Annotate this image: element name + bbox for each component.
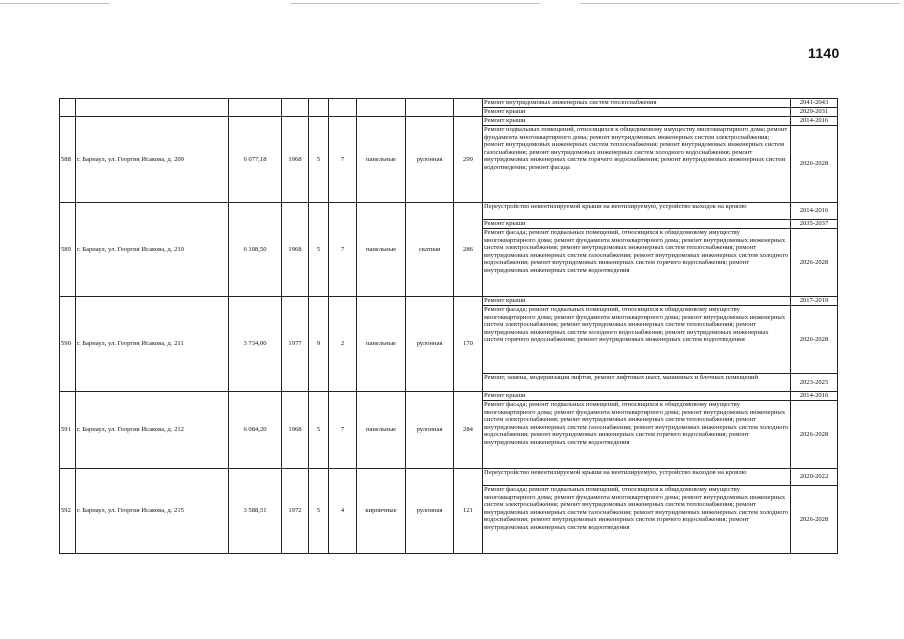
building-area: 6 108,50 — [229, 203, 282, 297]
work-period: 2026-2028 — [791, 126, 838, 203]
wall-material: панельные — [357, 392, 406, 469]
building-row — [60, 297, 838, 306]
building-repair-table — [59, 98, 838, 554]
scan-artifact — [290, 3, 540, 4]
work-description: Ремонт крыши — [483, 220, 791, 229]
building-year: 1977 — [282, 297, 309, 392]
apartment-count: 286 — [454, 203, 483, 297]
continuation-row — [60, 99, 838, 108]
work-period: 2014-2016 — [791, 392, 838, 401]
building-address: г. Барнаул, ул. Георгия Исакова, д. 210 — [76, 203, 229, 297]
cell-empty — [229, 99, 282, 117]
cell-empty — [357, 99, 406, 117]
building-area: 3 588,51 — [229, 469, 282, 554]
work-period: 2026-2028 — [791, 229, 838, 297]
apartment-count: 299 — [454, 117, 483, 203]
building-entrances: 7 — [329, 392, 357, 469]
apartment-count: 284 — [454, 392, 483, 469]
building-address: г. Барнаул, ул. Георгия Исакова, д. 209 — [76, 117, 229, 203]
work-description: Ремонт внутридомовых инженерных систем теплоснабжения — [483, 99, 791, 108]
building-area: 6 077,18 — [229, 117, 282, 203]
work-description: Ремонт фасада; ремонт подвальных помещений, относящихся к общедомовому имуществу многоквартирного дома; ремонт фундамента многоквартирного дома; ремонт внутридомовых инженерных систем электроснабжения; ремонт внутридомовых инженерных систем теплоснабжения; ремонт внутридомовых инженерных систем газоснабжения; ремонт внутридомовых инженерных систем холодного водоснабжения; ремонт внутридомовых инженерных систем горячего водоснабжения; ремонт внутридомовых инженерных систем водоотведения — [483, 486, 791, 554]
work-period: 2014-2016 — [791, 117, 838, 126]
building-number: 588 — [60, 117, 76, 203]
building-number: 592 — [60, 469, 76, 554]
cell-empty — [406, 99, 454, 117]
roof-type: рулонная — [406, 469, 454, 554]
apartment-count: 170 — [454, 297, 483, 392]
building-row — [60, 117, 838, 126]
building-floors: 5 — [309, 203, 329, 297]
work-description: Ремонт, замена, модернизация лифтов, ремонт лифтовых шахт, машинных и блочных помещений — [483, 374, 791, 392]
roof-type: скатная — [406, 203, 454, 297]
building-area: 3 734,00 — [229, 297, 282, 392]
work-period: 2014-2016 — [791, 203, 838, 220]
cell-empty — [329, 99, 357, 117]
work-description: Ремонт подвальных помещений, относящихся к общедомовому имуществу многоквартирного дома; ремонт фундамента многоквартирного дома; ремонт внутридомовых инженерных систем электроснабжения; ремонт внутридомовых инженерных систем теплоснабжения; ремонт внутридомовых инженерных систем газоснабжения; ремонт внутридомовых инженерных систем холодного водоснабжения; ремонт внутридомовых инженерных систем горячего водоснабжения; ремонт внутридомовых инженерных систем водоотведения; ремонт фасада — [483, 126, 791, 203]
scan-artifact — [0, 3, 110, 4]
work-description: Переустройство невентилируемой крыши на вентилируемую, устройство выходов на кровлю — [483, 203, 791, 220]
building-row — [60, 203, 838, 220]
roof-type: рулонная — [406, 117, 454, 203]
building-year: 1972 — [282, 469, 309, 554]
work-period: 2041-2043 — [791, 99, 838, 108]
building-floors: 5 — [309, 392, 329, 469]
work-description: Ремонт крыши — [483, 297, 791, 306]
building-floors: 9 — [309, 297, 329, 392]
work-description: Ремонт фасада; ремонт подвальных помещений, относящихся к общедомовому имуществу многоквартирного дома; ремонт фундамента многоквартирного дома; ремонт внутридомовых инженерных систем электроснабжения; ремонт внутридомовых инженерных систем теплоснабжения; ремонт внутридомовых инженерных систем холодного водоснабжения; ремонт внутридомовых инженерных систем горячего водоснабжения; ремонт внутридомовых инженерных систем водоотведения — [483, 306, 791, 374]
roof-type: рулонная — [406, 392, 454, 469]
building-row — [60, 392, 838, 401]
work-description: Переустройство невентилируемой крыши на вентилируемую, устройство выходов на кровлю — [483, 469, 791, 486]
building-address: г. Барнаул, ул. Георгия Исакова, д. 215 — [76, 469, 229, 554]
building-number: 590 — [60, 297, 76, 392]
cell-empty — [76, 99, 229, 117]
building-entrances: 7 — [329, 203, 357, 297]
building-address: г. Барнаул, ул. Георгия Исакова, д. 212 — [76, 392, 229, 469]
building-address: г. Барнаул, ул. Георгия Исакова, д. 211 — [76, 297, 229, 392]
building-number: 591 — [60, 392, 76, 469]
work-period: 2026-2028 — [791, 306, 838, 374]
building-row — [60, 469, 838, 486]
building-entrances: 7 — [329, 117, 357, 203]
work-period: 2026-2028 — [791, 486, 838, 554]
building-entrances: 4 — [329, 469, 357, 554]
page-number: 1140 — [808, 45, 840, 61]
building-area: 6 084,20 — [229, 392, 282, 469]
wall-material: панельные — [357, 297, 406, 392]
scan-artifact — [580, 3, 900, 4]
work-description: Ремонт крыши — [483, 117, 791, 126]
building-year: 1968 — [282, 203, 309, 297]
cell-empty — [282, 99, 309, 117]
wall-material: панельные — [357, 203, 406, 297]
work-period: 2029-2031 — [791, 108, 838, 117]
wall-material: панельные — [357, 117, 406, 203]
building-year: 1968 — [282, 392, 309, 469]
work-period: 2017-2019 — [791, 297, 838, 306]
work-description: Ремонт фасада; ремонт подвальных помещений, относящихся к общедомовому имуществу многоквартирного дома; ремонт фундамента многоквартирного дома; ремонт внутридомовых инженерных систем электроснабжения; ремонт внутридомовых инженерных систем теплоснабжения; ремонт внутридомовых инженерных систем газоснабжения; ремонт внутридомовых инженерных систем холодного водоснабжения; ремонт внутридомовых инженерных систем горячего водоснабжения; ремонт внутридомовых инженерных систем водоотведения — [483, 229, 791, 297]
roof-type: рулонная — [406, 297, 454, 392]
work-description: Ремонт крыши — [483, 108, 791, 117]
work-period: 2023-2025 — [791, 374, 838, 392]
cell-empty — [60, 99, 76, 117]
building-number: 589 — [60, 203, 76, 297]
building-floors: 5 — [309, 117, 329, 203]
work-description: Ремонт крыши — [483, 392, 791, 401]
building-entrances: 2 — [329, 297, 357, 392]
building-year: 1968 — [282, 117, 309, 203]
work-period: 2020-2022 — [791, 469, 838, 486]
apartment-count: 121 — [454, 469, 483, 554]
cell-empty — [309, 99, 329, 117]
work-period: 2026-2028 — [791, 401, 838, 469]
work-description: Ремонт фасада; ремонт подвальных помещений, относящихся к общедомовому имуществу многоквартирного дома; ремонт фундамента многоквартирного дома; ремонт внутридомовых инженерных систем электроснабжения; ремонт внутридомовых инженерных систем теплоснабжения; ремонт внутридомовых инженерных систем газоснабжения; ремонт внутридомовых инженерных систем холодного водоснабжения; ремонт внутридомовых инженерных систем горячего водоснабжения; ремонт внутридомовых инженерных систем водоотведения — [483, 401, 791, 469]
wall-material: кирпичные — [357, 469, 406, 554]
building-floors: 5 — [309, 469, 329, 554]
work-period: 2035-2037 — [791, 220, 838, 229]
cell-empty — [454, 99, 483, 117]
